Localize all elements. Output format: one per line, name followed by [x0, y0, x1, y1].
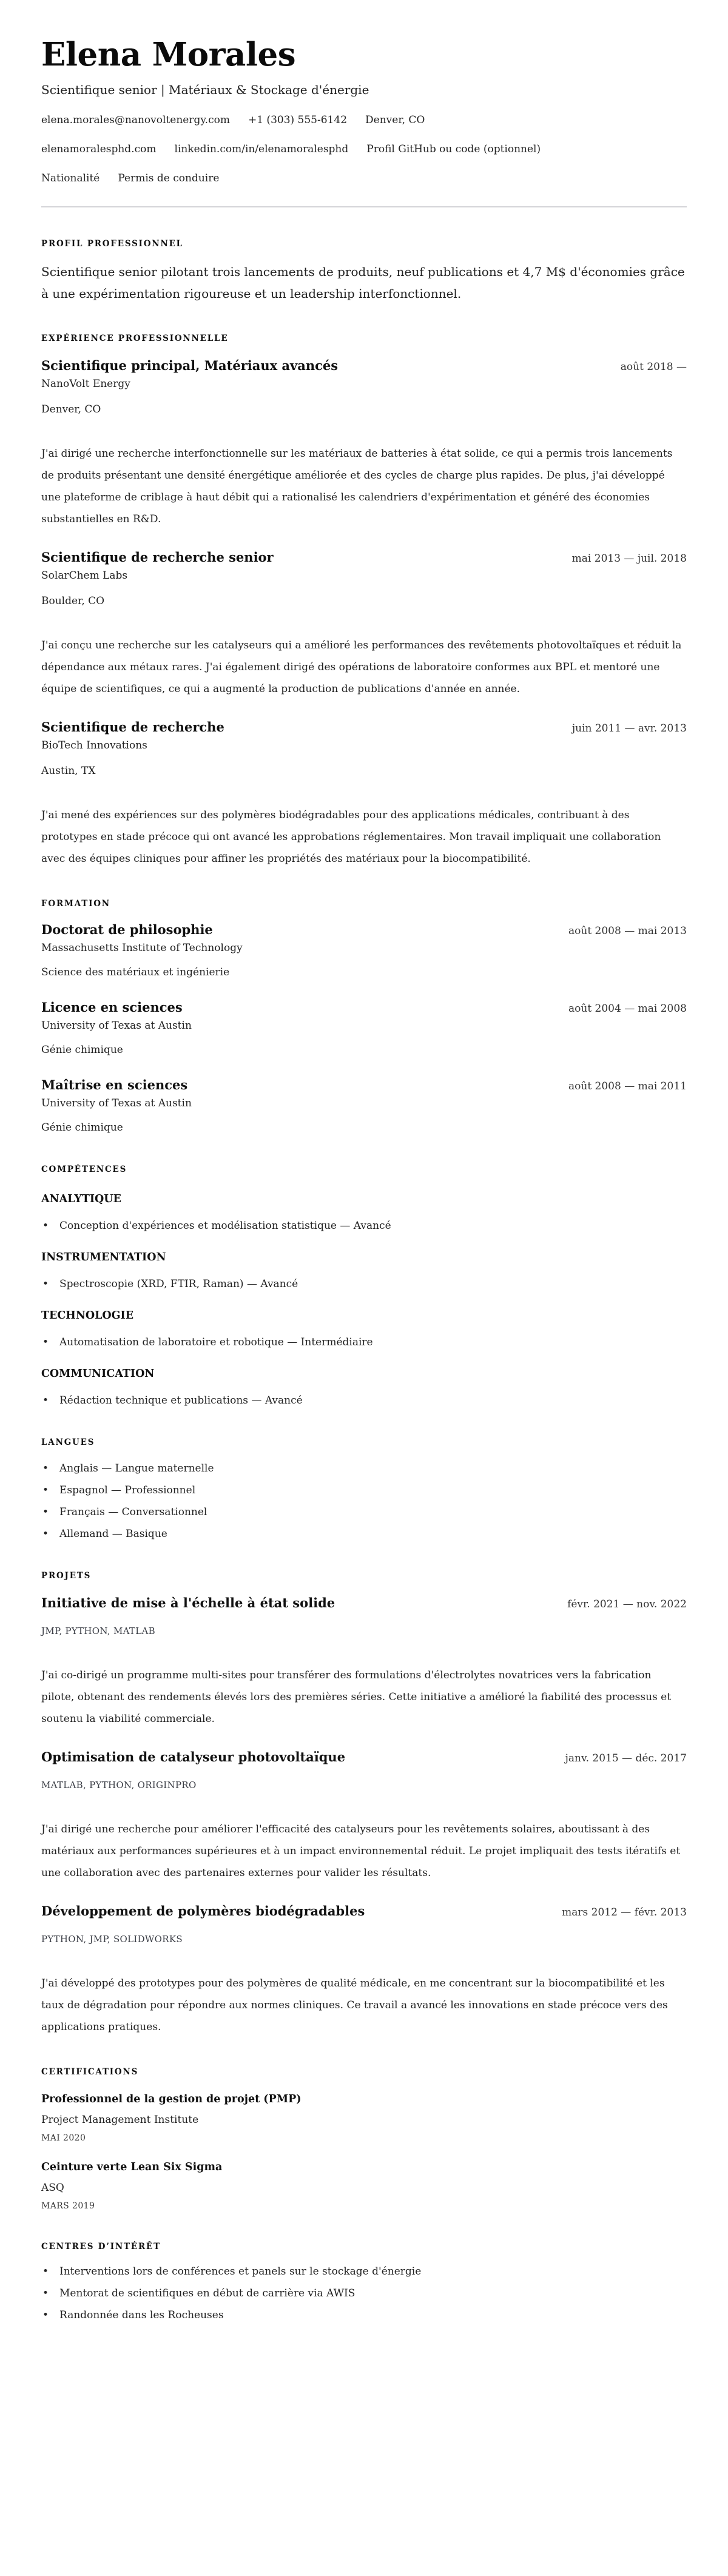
skills-section: [41, 1163, 687, 1408]
job-dates: juin 2011 — avr. 2013: [571, 722, 687, 735]
header-divider: [41, 206, 687, 207]
job-title: Scientifique de recherche: [41, 719, 224, 735]
section-title-experience: EXPÉRIENCE PROFESSIONNELLE: [41, 334, 229, 343]
github-link[interactable]: Profil GitHub ou code (optionnel): [366, 143, 541, 155]
skill-category: ANALYTIQUE: [41, 1193, 121, 1205]
job-title: Scientifique principal, Matériaux avancés: [41, 358, 339, 373]
linkedin-link[interactable]: linkedin.com/in/elenamoralesphd: [174, 143, 349, 155]
section-title-certifications: CERTIFICATIONS: [41, 2067, 139, 2077]
education-dates: août 2008 — mai 2011: [568, 1080, 687, 1092]
languages-section: [41, 1436, 687, 1542]
location: Denver, CO: [365, 114, 425, 126]
project-title: Initiative de mise à l'échelle à état solide: [41, 1595, 335, 1610]
contact-row-links: [41, 141, 687, 158]
skill-item: • Conception d'expériences et modélisation statistique — Avancé: [41, 1218, 687, 1234]
certification-date: MAI 2020: [41, 2133, 86, 2143]
job-title: Scientifique de recherche senior: [41, 550, 274, 565]
candidate-name: Elena Morales: [41, 36, 296, 73]
project-description: J'ai co-dirigé un programme multi-sites pour transférer des formulations d'électrolytes novatrices vers la fabrication pilote, obtenant des rendements élevés lors des premières séries. Cette initiative a amélioré la fiabilité des processus et soutenu la viabilité commerciale.: [41, 1669, 672, 1725]
contact-row-extra: [41, 170, 687, 187]
project-entry: [41, 1748, 687, 1884]
certification-issuer: Project Management Institute: [41, 2114, 199, 2126]
certification-issuer: ASQ: [41, 2182, 64, 2194]
school-name: Massachusetts Institute of Technology: [41, 942, 243, 954]
job-entry: [41, 718, 687, 870]
language-list: [41, 1461, 687, 1542]
project-tech-stack: PYTHON, JMP, SOLIDWORKS: [41, 1934, 183, 1945]
project-description: J'ai dirigé une recherche pour améliorer l'efficacité des catalyseurs pour les revêtements solaires, aboutissant à des matériaux aux performances supérieures et à un impact environnemental réduit. Le projet impliquait des tests itératifs et une collaboration avec des partenaires externes pour valider les résultats.: [41, 1823, 681, 1879]
job-entry: [41, 548, 687, 700]
language-item: • Allemand — Basique: [41, 1526, 687, 1542]
job-company: BioTech Innovations: [41, 739, 147, 752]
certifications-section: [41, 2066, 687, 2213]
phone-number[interactable]: +1 (303) 555-6142: [248, 114, 348, 126]
skill-category: COMMUNICATION: [41, 1368, 155, 1380]
email-link[interactable]: elena.morales@nanovoltenergy.com: [41, 114, 230, 126]
school-name: University of Texas at Austin: [41, 1020, 192, 1032]
field-of-study: Science des matériaux et ingénierie: [41, 966, 230, 978]
job-description: J'ai mené des expériences sur des polymères biodégradables pour des applications médicales, contribuant à des prototypes en stade précoce qui ont avancé les approbations réglementaires. Mon travail impliquait une collaboration avec des équipes cliniques pour affiner les propriétés des matériaux pour la biocompatibilité.: [41, 809, 661, 865]
skill-item: • Spectroscopie (XRD, FTIR, Raman) — Avancé: [41, 1276, 687, 1292]
language-item: • Anglais — Langue maternelle: [41, 1461, 687, 1476]
job-location: Austin, TX: [41, 765, 96, 777]
summary-section: [41, 238, 687, 304]
section-title-interests: CENTRES D’INTÉRÊT: [41, 2242, 161, 2251]
section-title-languages: LANGUES: [41, 1438, 95, 1447]
skill-list: [41, 1276, 687, 1292]
interest-list: [41, 2264, 687, 2323]
language-item: • Espagnol — Professionnel: [41, 1482, 687, 1498]
summary-text: Scientifique senior pilotant trois lancements de produits, neuf publications et 4,7 M$ d'économies grâce à une expérimentation rigoureuse et un leadership interfonctionnel.: [41, 264, 685, 301]
project-tech-stack: MATLAB, PYTHON, ORIGINPRO: [41, 1780, 197, 1791]
degree-title: Doctorat de philosophie: [41, 922, 213, 937]
education-section: [41, 898, 687, 1135]
resume-header: [41, 35, 687, 207]
skill-list: [41, 1393, 687, 1408]
projects-section: [41, 1570, 687, 2038]
candidate-headline: Scientifique senior | Matériaux & Stockage d'énergie: [41, 82, 369, 97]
job-company: SolarChem Labs: [41, 570, 128, 582]
skill-category: INSTRUMENTATION: [41, 1251, 166, 1263]
experience-section: [41, 332, 687, 870]
field-of-study: Génie chimique: [41, 1044, 123, 1056]
job-entry: [41, 357, 687, 530]
project-title: Développement de polymères biodégradables: [41, 1903, 365, 1919]
certification-name: Ceinture verte Lean Six Sigma: [41, 2161, 223, 2173]
nationality: Nationalité: [41, 172, 100, 184]
education-entry: [41, 921, 687, 980]
job-dates: août 2018 —: [620, 361, 687, 373]
section-title-skills: COMPÉTENCES: [41, 1165, 127, 1174]
job-description: J'ai dirigé une recherche interfonctionnelle sur les matériaux de batteries à état solide, ce qui a permis trois lancements de produits présentant une densité énergétique améliorée et des cycles de charge plus rapides. De plus, j'ai développé une plateforme de criblage à haut débit qui a rationalisé les calendriers d'expérimentation et généré des économies substantielles en R&D.: [41, 448, 673, 525]
certification-name: Professionnel de la gestion de projet (PMP): [41, 2093, 302, 2105]
project-title: Optimisation de catalyseur photovoltaïque: [41, 1749, 346, 1764]
school-name: University of Texas at Austin: [41, 1097, 192, 1109]
contact-row-primary: [41, 112, 687, 129]
skill-item: • Rédaction technique et publications — Avancé: [41, 1393, 687, 1408]
project-description: J'ai développé des prototypes pour des polymères de qualité médicale, en me concentrant sur la biocompatibilité et les taux de dégradation pour répondre aux normes cliniques. Ce travail a avancé les innovations en stade précoce vers des applications pratiques.: [41, 1977, 668, 2033]
skill-list: [41, 1218, 687, 1234]
education-entry: [41, 998, 687, 1058]
project-dates: mars 2012 — févr. 2013: [562, 1906, 687, 1919]
job-description: J'ai conçu une recherche sur les catalyseurs qui a amélioré les performances des revêtements photovoltaïques et réduit la dépendance aux métaux rares. J'ai également dirigé des opérations de laboratoire conformes aux BPL et mentoré une équipe de scientifiques, ce qui a augmenté la production de publications d'année en année.: [41, 639, 682, 695]
education-dates: août 2008 — mai 2013: [568, 925, 687, 937]
project-entry: [41, 1902, 687, 2038]
interest-item: • Randonnée dans les Rocheuses: [41, 2307, 687, 2323]
driving-license: Permis de conduire: [118, 172, 220, 184]
field-of-study: Génie chimique: [41, 1122, 123, 1134]
skill-item: • Automatisation de laboratoire et robotique — Intermédiaire: [41, 1334, 687, 1350]
project-dates: janv. 2015 — déc. 2017: [565, 1752, 687, 1764]
certification-entry: [41, 2159, 687, 2213]
job-company: NanoVolt Energy: [41, 378, 130, 390]
job-location: Denver, CO: [41, 403, 101, 415]
certification-date: MARS 2019: [41, 2201, 95, 2211]
degree-title: Maîtrise en sciences: [41, 1077, 188, 1092]
interests-section: [41, 2241, 687, 2323]
skill-list: [41, 1334, 687, 1350]
project-tech-stack: JMP, PYTHON, MATLAB: [41, 1626, 155, 1636]
job-dates: mai 2013 — juil. 2018: [571, 553, 687, 565]
project-entry: [41, 1594, 687, 1730]
project-dates: févr. 2021 — nov. 2022: [567, 1598, 687, 1610]
education-dates: août 2004 — mai 2008: [568, 1003, 687, 1015]
degree-title: Licence en sciences: [41, 1000, 183, 1015]
section-title-summary: PROFIL PROFESSIONNEL: [41, 239, 183, 249]
skill-category: TECHNOLOGIE: [41, 1310, 134, 1322]
section-title-education: FORMATION: [41, 899, 110, 909]
language-item: • Français — Conversationnel: [41, 1504, 687, 1520]
interest-item: • Interventions lors de conférences et panels sur le stockage d'énergie: [41, 2264, 687, 2279]
certification-entry: [41, 2091, 687, 2145]
website-link[interactable]: elenamoralesphd.com: [41, 143, 157, 155]
interest-item: • Mentorat de scientifiques en début de carrière via AWIS: [41, 2285, 687, 2301]
section-title-projects: PROJETS: [41, 1571, 92, 1581]
education-entry: [41, 1076, 687, 1135]
job-location: Boulder, CO: [41, 595, 105, 607]
